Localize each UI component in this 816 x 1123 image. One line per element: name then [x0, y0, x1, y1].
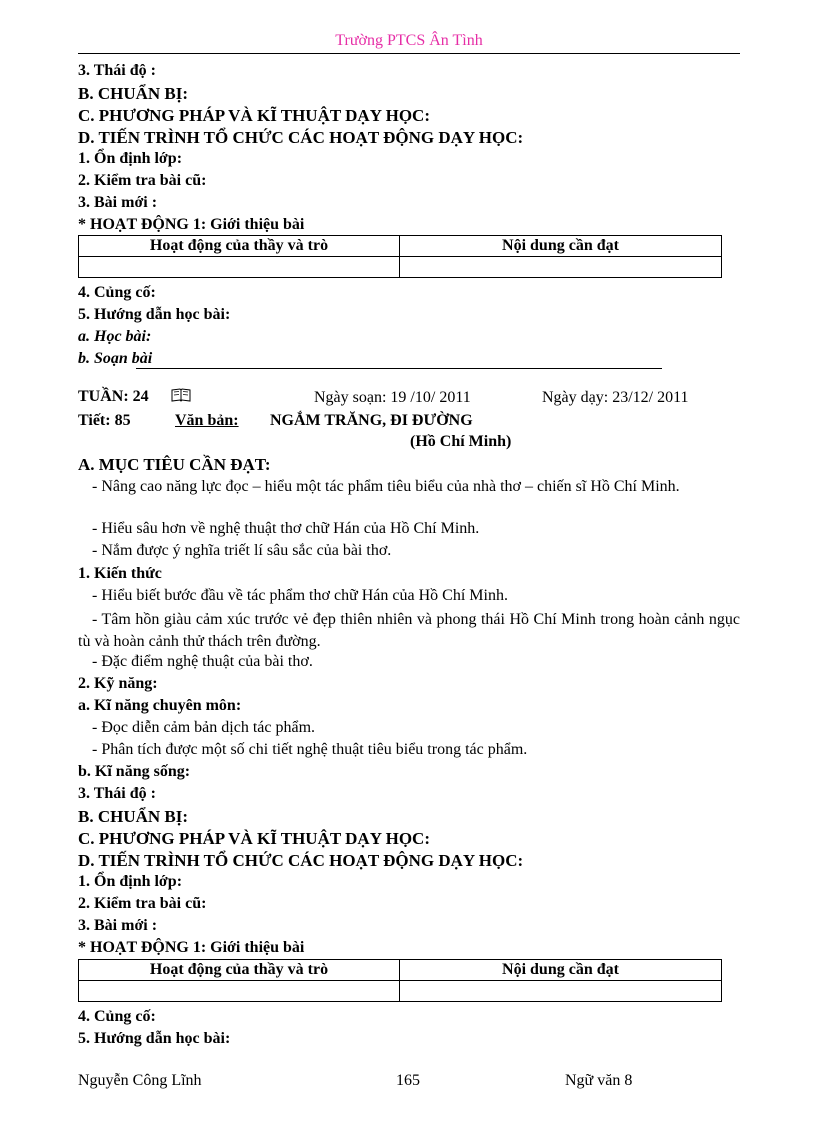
step-on-dinh: 1. Ổn định lớp:: [78, 150, 183, 167]
activity-table: [78, 235, 722, 278]
page-header: Trường PTCS Ân Tình: [78, 32, 740, 54]
step-kiem-tra-2: 2. Kiểm tra bài cũ:: [78, 895, 207, 912]
date-taught: Ngày dạy: 23/12/ 2011: [542, 389, 689, 406]
table-cell: [400, 981, 722, 1002]
week-text: TUẦN: 24: [78, 388, 149, 405]
activity-table-2: [78, 959, 722, 1002]
section-thai-do-2: 3. Thái độ :: [78, 785, 156, 802]
section-muc-tieu: A. MỤC TIÊU CẦN ĐẠT:: [78, 455, 271, 474]
skill-1: - Đọc diễn cảm bản dịch tác phẩm.: [92, 719, 316, 736]
sub-hoc-bai: a. Học bài:: [78, 328, 152, 345]
text-label: Văn bản:: [175, 412, 239, 429]
lesson-number: Tiết: 85: [78, 412, 131, 429]
table-cell: [79, 257, 400, 278]
step-kiem-tra: 2. Kiểm tra bài cũ:: [78, 172, 207, 189]
activity-heading: * HOẠT ĐỘNG 1: Giới thiệu bài: [78, 216, 305, 233]
table-cell: [79, 981, 400, 1002]
table-header-content: Nội dung cần đạt: [400, 960, 722, 981]
step-huong-dan-2: 5. Hướng dẫn học bài:: [78, 1030, 231, 1047]
section-chuan-bi-2: B. CHUẨN BỊ:: [78, 807, 189, 826]
section-phuong-phap: C. PHƯƠNG PHÁP VÀ KĨ THUẬT DẠY HỌC:: [78, 106, 430, 125]
knowledge-3: - Đặc điểm nghệ thuật của bài thơ.: [92, 653, 313, 670]
section-chuan-bi: B. CHUẨN BỊ:: [78, 84, 189, 103]
skill-2: - Phân tích được một số chi tiết nghệ thuật tiêu biểu trong tác phẩm.: [92, 741, 528, 758]
step-cung-co-2: 4. Củng cố:: [78, 1008, 156, 1025]
date-prepared: Ngày soạn: 19 /10/ 2011: [314, 389, 471, 406]
heading-kn-song: b. Kĩ năng sống:: [78, 763, 191, 780]
objective-1: - Nâng cao năng lực đọc – hiểu một tác phẩm tiêu biểu của nhà thơ – chiến sĩ Hồ Chí Minh.: [92, 478, 680, 495]
open-book-icon: [171, 388, 191, 402]
lesson-title: NGẮM TRĂNG, ĐI ĐƯỜNG: [270, 412, 473, 429]
section-phuong-phap-2: C. PHƯƠNG PHÁP VÀ KĨ THUẬT DẠY HỌC:: [78, 829, 430, 848]
page-number: 165: [396, 1072, 420, 1089]
table-cell: [400, 257, 722, 278]
step-huong-dan: 5. Hướng dẫn học bài:: [78, 306, 231, 323]
step-on-dinh-2: 1. Ổn định lớp:: [78, 873, 183, 890]
objective-3: - Nắm được ý nghĩa triết lí sâu sắc của bài thơ.: [92, 542, 392, 559]
heading-kn-chuyen-mon: a. Kĩ năng chuyên môn:: [78, 697, 242, 714]
knowledge-1: - Hiểu biết bước đầu về tác phẩm thơ chữ Hán của Hồ Chí Minh.: [92, 587, 508, 604]
knowledge-2: - Tâm hồn giàu cảm xúc trước vẻ đẹp thiên nhiên và phong thái Hồ Chí Minh trong hoàn cảnh ngục tù và hoàn cảnh thử thách trên đường.: [78, 611, 740, 650]
activity-heading-2: * HOẠT ĐỘNG 1: Giới thiệu bài: [78, 939, 305, 956]
fill-line: [136, 368, 662, 369]
objective-2: - Hiểu sâu hơn về nghệ thuật thơ chữ Hán của Hồ Chí Minh.: [92, 520, 480, 537]
section-tien-trinh-2: D. TIẾN TRÌNH TỔ CHỨC CÁC HOẠT ĐỘNG DẠY HỌC:: [78, 851, 524, 870]
step-bai-moi: 3. Bài mới :: [78, 194, 158, 211]
table-header-activity: Hoạt động của thầy và trò: [79, 236, 400, 257]
footer-author: Nguyễn Công Lĩnh: [78, 1072, 202, 1089]
heading-ky-nang: 2. Kỹ năng:: [78, 675, 158, 692]
table-header-content: Nội dung cần đạt: [400, 236, 722, 257]
table-header-activity: Hoạt động của thầy và trò: [79, 960, 400, 981]
heading-kien-thuc: 1. Kiến thức: [78, 565, 162, 582]
sub-soan-bai: b. Soạn bài: [78, 350, 153, 367]
lesson-author: (Hồ Chí Minh): [410, 433, 512, 450]
section-tien-trinh: D. TIẾN TRÌNH TỔ CHỨC CÁC HOẠT ĐỘNG DẠY HỌC:: [78, 128, 524, 147]
footer-subject: Ngữ văn 8: [565, 1072, 633, 1089]
step-cung-co: 4. Củng cố:: [78, 284, 156, 301]
step-bai-moi-2: 3. Bài mới :: [78, 917, 158, 934]
week-label: [78, 388, 191, 406]
section-thai-do: 3. Thái độ :: [78, 62, 156, 79]
